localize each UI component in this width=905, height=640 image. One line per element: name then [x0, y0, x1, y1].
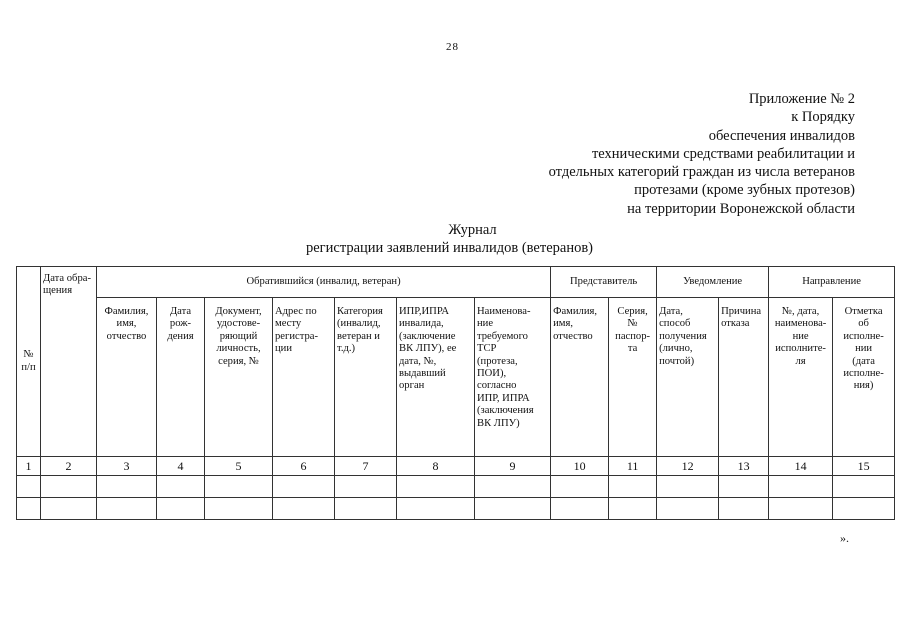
appendix-line: протезами (кроме зубных протезов)	[634, 182, 855, 199]
page-number: 28	[446, 41, 459, 53]
column-number: 15	[833, 457, 895, 476]
column-number-row	[17, 457, 895, 476]
table-cell	[551, 498, 609, 520]
journal-subtitle: регистрации заявлений инвалидов (ветеранов)	[306, 240, 593, 256]
table-cell	[719, 476, 769, 498]
table-cell	[833, 498, 895, 520]
table-cell	[475, 476, 551, 498]
table-cell	[273, 476, 335, 498]
table-cell	[157, 476, 205, 498]
table-cell	[157, 498, 205, 520]
table-cell	[97, 498, 157, 520]
appendix-line: отдельных категорий граждан из числа ветеранов	[548, 164, 855, 181]
table-cell	[475, 498, 551, 520]
column-number: 3	[97, 457, 157, 476]
column-number: 1	[17, 457, 41, 476]
header-passport: Серия, № паспор- та	[609, 298, 657, 457]
header-identity-document: Документ, удостове- ряющий личность, серия, №	[205, 298, 273, 457]
table-cell	[273, 498, 335, 520]
column-number: 5	[205, 457, 273, 476]
header-birth-date: Дата рож- дения	[157, 298, 205, 457]
header-group-representative: Представитель	[551, 267, 657, 298]
table-cell	[657, 476, 719, 498]
table-cell	[609, 498, 657, 520]
header-rep-full-name: Фамилия, имя, отчество	[551, 298, 609, 457]
appendix-line: Приложение № 2	[748, 91, 855, 107]
header-full-name: Фамилия, имя, отчество	[97, 298, 157, 457]
column-number: 6	[273, 457, 335, 476]
header-ipr: ИПР,ИПРА инвалида, (заключение ВК ЛПУ), ее дата, №, выдавший орган	[397, 298, 475, 457]
column-number: 4	[157, 457, 205, 476]
column-number: 2	[41, 457, 97, 476]
journal-heading	[0, 221, 905, 257]
header-registration-address: Адрес по месту регистра- ции	[273, 298, 335, 457]
column-number: 10	[551, 457, 609, 476]
header-executor: №, дата, наименова- ние исполните- ля	[769, 298, 833, 457]
appendix-header	[455, 90, 855, 218]
header-group-direction: Направление	[769, 267, 895, 298]
header-col-no: № п/п	[17, 267, 41, 457]
table-cell	[17, 498, 41, 520]
header-group-applicant: Обратившийся (инвалид, ветеран)	[97, 267, 551, 298]
table-cell	[205, 498, 273, 520]
table-cell	[41, 476, 97, 498]
header-tsr-name: Наименова- ние требуемого ТСР (протеза, ПОИ), согласно ИПР, ИПРА (заключения ВК ЛПУ)	[475, 298, 551, 457]
table-row	[17, 476, 895, 498]
table-cell	[335, 498, 397, 520]
table-cell	[769, 476, 833, 498]
table-cell	[97, 476, 157, 498]
table-cell	[657, 498, 719, 520]
table-cell	[17, 476, 41, 498]
table-row	[17, 498, 895, 520]
appendix-line: техническими средствами реабилитации и	[591, 145, 855, 162]
header-execution-mark: Отметка об исполне- нии (дата исполне- ния)	[833, 298, 895, 457]
column-number: 13	[719, 457, 769, 476]
appendix-line: к Порядку	[791, 109, 855, 126]
table-cell	[719, 498, 769, 520]
table-cell	[41, 498, 97, 520]
column-number: 11	[609, 457, 657, 476]
table-cell	[769, 498, 833, 520]
table-cell	[205, 476, 273, 498]
table-cell	[833, 476, 895, 498]
registration-table	[16, 266, 895, 520]
column-number: 12	[657, 457, 719, 476]
column-number: 14	[769, 457, 833, 476]
appendix-line: на территории Воронежской области	[627, 200, 855, 217]
column-number: 9	[475, 457, 551, 476]
header-col-date: Дата обра- щения	[41, 267, 97, 457]
journal-title: Журнал	[448, 222, 497, 238]
header-group-notification: Уведомление	[657, 267, 769, 298]
table-cell	[397, 476, 475, 498]
header-receipt-date: Дата, способ получения (лично, почтой)	[657, 298, 719, 457]
column-number: 7	[335, 457, 397, 476]
column-number: 8	[397, 457, 475, 476]
appendix-line: обеспечения инвалидов	[708, 127, 855, 144]
table-cell	[609, 476, 657, 498]
table-cell	[551, 476, 609, 498]
table-cell	[335, 476, 397, 498]
header-refusal-reason: Причина отказа	[719, 298, 769, 457]
table-cell	[397, 498, 475, 520]
end-mark: ».	[840, 531, 849, 545]
header-category: Категория (инвалид, ветеран и т.д.)	[335, 298, 397, 457]
